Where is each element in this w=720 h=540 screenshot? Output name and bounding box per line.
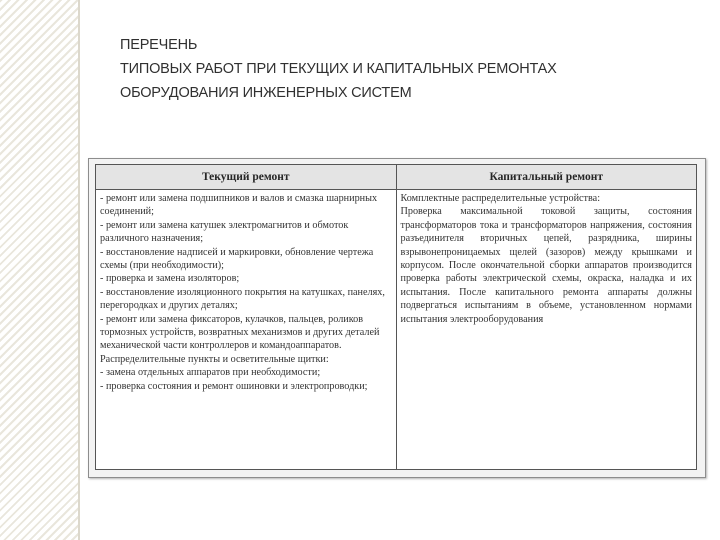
capital-item-1: Комплектные распределительные устройства: (400, 193, 601, 204)
repair-works-table (95, 164, 697, 470)
title-line-2: ТИПОВЫХ РАБОТ ПРИ ТЕКУЩИХ И КАПИТАЛЬНЫХ РЕМОНТАХ (120, 61, 557, 77)
current-item-3: - восстановление надписей и маркировки, обновление чертежа схемы (при необходимости); (100, 246, 374, 272)
decorative-hatch-stripe (0, 0, 78, 540)
current-item-2: - ремонт или замена катушек электромагнитов и обмоток различного назначения; (100, 219, 349, 245)
title-line-3: ОБОРУДОВАНИЯ ИНЖЕНЕРНЫХ СИСТЕМ (120, 85, 412, 101)
current-item-6: - ремонт или замена фиксаторов, кулачков, пальцев, роликов тормозных устройств, возвратных механизмов и других деталей механической части контроллеров и командоаппаратов. (100, 313, 380, 352)
header-capital-repair: Капитальный ремонт (396, 165, 697, 190)
title-line-1: ПЕРЕЧЕНЬ (120, 37, 198, 53)
decorative-divider (78, 0, 80, 540)
table-row (96, 190, 697, 470)
capital-item-2: Проверка максимальной токовой защиты, состояния трансформаторов тока и трансформаторов напряжения, состояния разъединителя вторичных цепей, разрядника, ширины взрывонепроницаемых щелей (зазоров) между крышками и корпусом. После окончательной сборки аппаратов производится проверка работы электрической схемы, окраска, наладка и их испытания. После капитального ремонта аппараты должны подвергаться испытаниям в объеме, установленном нормами испытания электрооборудования (400, 206, 692, 325)
capital-repair-cell (396, 190, 697, 470)
header-current-repair: Текущий ремонт (96, 165, 397, 190)
current-item-1: - ремонт или замена подшипников и валов и смазка шарнирных соединений; (100, 193, 378, 218)
table-header-row (96, 165, 697, 190)
page-title (120, 33, 700, 105)
current-repair-cell (96, 190, 397, 470)
current-item-8: - замена отдельных аппаратов при необходимости; (100, 367, 321, 379)
current-item-9: - проверка состояния и ремонт ошиновки и электропроводки; (100, 380, 368, 392)
current-item-7: Распределительные пункты и осветительные щитки: (100, 353, 329, 365)
current-item-5: - восстановление изоляционного покрытия на катушках, панелях, перегородках и других деталях; (100, 286, 385, 312)
current-item-4: - проверка и замена изоляторов; (100, 273, 240, 285)
